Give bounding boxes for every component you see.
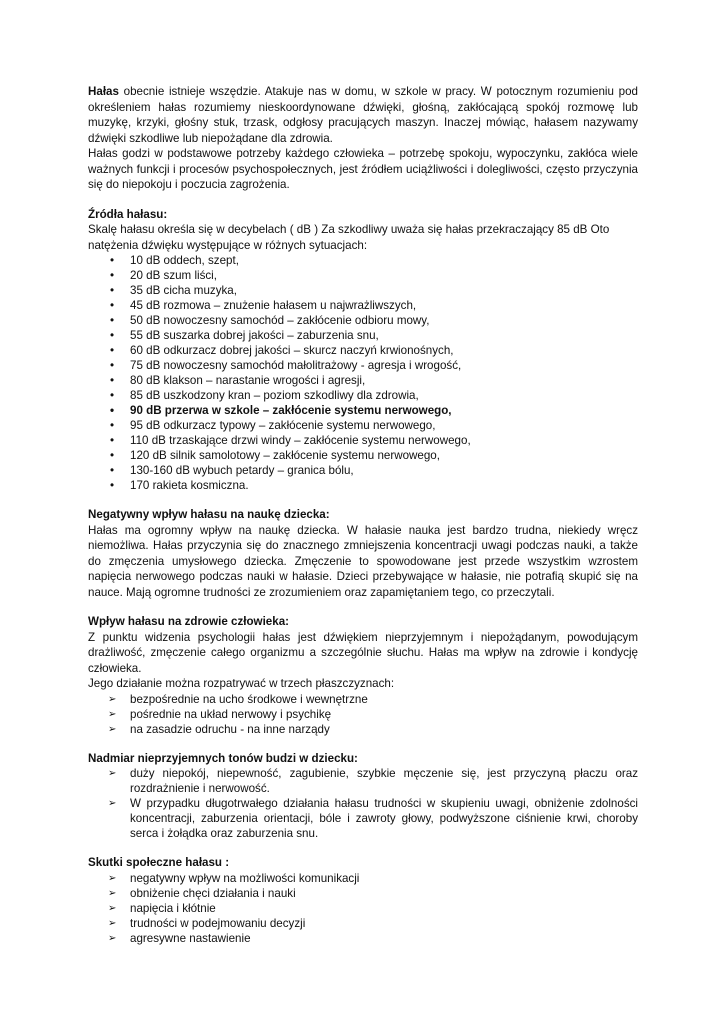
intro-paragraph-2: Hałas godzi w podstawowe potrzeby każdego człowieka – potrzebę spokoju, wypoczynku, zakłóca wiele ważnych funkcji i procesów psychospołecznych, jest źródłem uciążliwości i dolegliwości, często przyczynia się do niepokoju i poczucia zagrożenia. [88, 147, 638, 191]
list-item: • 55 dB suszarka dobrej jakości – zaburzenia snu, [88, 328, 638, 343]
list-item-highlighted: • 90 dB przerwa w szkole – zakłócenie systemu nerwowego, [88, 403, 638, 418]
sources-list [88, 253, 638, 493]
intro-paragraph-1 [88, 84, 638, 146]
list-item: • 50 dB nowoczesny samochód – zakłócenie odbioru mowy, [88, 313, 638, 328]
list-item: ➢ duży niepokój, niepewność, zagubienie, szybkie męczenie się, jest przyczyną płaczu oraz rozdrażnienie i nerwowość. [108, 767, 638, 795]
tones-heading: Nadmiar nieprzyjemnych tonów budzi w dziecku: [88, 751, 358, 765]
list-item: ➢ bezpośrednie na ucho środkowe i wewnętrzne [108, 692, 368, 706]
arrowhead-right-icon: ➢ [108, 887, 117, 899]
list-item: • 130-160 dB wybuch petardy – granica bólu, [88, 463, 638, 478]
intro-lead-word: Hałas [88, 85, 119, 98]
health-heading: Wpływ hałasu na zdrowie człowieka: [88, 615, 290, 628]
list-item: ➢ agresywne nastawienie [108, 931, 251, 945]
health-list [88, 692, 638, 737]
document-page [88, 84, 638, 946]
list-item: • 45 dB rozmowa – znużenie hałasem u najwrażliwszych, [88, 298, 638, 313]
list-item: • 35 dB cicha muzyka, [88, 283, 638, 298]
arrowhead-right-icon: ➢ [108, 768, 117, 779]
arrowhead-right-icon: ➢ [108, 902, 117, 914]
list-item: • 80 dB klakson – narastanie wrogości i agresji, [88, 373, 638, 388]
list-item: • 85 dB uszkodzony kran – poziom szkodliwy dla zdrowia, [88, 388, 638, 403]
list-item: • 60 dB odkurzacz dobrej jakości – skurcz naczyń krwionośnych, [88, 343, 638, 358]
arrowhead-right-icon: ➢ [108, 723, 117, 735]
arrowhead-right-icon: ➢ [108, 872, 117, 884]
list-item: • 20 dB szum liści, [88, 268, 638, 283]
list-item: • 170 rakieta kosmiczna. [88, 478, 638, 493]
tones-list [88, 766, 638, 841]
arrowhead-right-icon: ➢ [108, 932, 117, 944]
list-item: • 75 dB nowoczesny samochód małolitrażowy - agresja i wrogość, [88, 358, 638, 373]
list-item: ➢ obniżenie chęci działania i nauki [108, 886, 296, 900]
arrowhead-right-icon: ➢ [108, 798, 117, 809]
arrowhead-right-icon: ➢ [108, 917, 117, 929]
intro-paragraph-1-text: obecnie istnieje wszędzie. Atakuje nas w domu, w szkole w pracy. W potocznym rozumieniu pod określeniem hałas rozumiemy nieskoordynowane dźwięki, głośną, zakłócającą spokój rozmowę lub muzykę, krzyki, głośny stuk, trzask, odgłosy pracujących maszyn. Inaczej mówiąc, hałasem nazywamy dźwięki szkodliwe lub niepożądane dla zdrowia. [88, 85, 638, 145]
health-text-1: Z punktu widzenia psychologii hałas jest dźwiękiem nieprzyjemnym i niepożądanym, powodującym drażliwość, zmęczenie całego organizmu a szczególnie słuchu. Hałas ma wpływ na zdrowie i kondycję człowieka. [88, 630, 638, 675]
list-item: • 120 dB silnik samolotowy – zakłócenie systemu nerwowego, [88, 448, 638, 463]
learning-heading: Negatywny wpływ hałasu na naukę dziecka: [88, 508, 330, 521]
learning-text: Hałas ma ogromny wpływ na naukę dziecka. W hałasie nauka jest bardzo trudna, niekiedy wręcz niemożliwa. Hałas przyczynia się do znacznego zmniejszenia koncentracji uwagi podczas nauki, a także do zmęczenia umysłowego dziecka. Zmęczenie to spowodowane jest przede wszystkim wzrostem napięcia nerwowego podczas nauki w hałasie. Dzieci przebywające w hałasie, nie potrafią skupić się na nauce. Mają ogromne trudności ze zrozumieniem oraz zapamiętaniem tego, co przeczytali. [88, 523, 638, 599]
social-heading: Skutki społeczne hałasu : [88, 856, 230, 869]
sources-text: Skalę hałasu określa się w decybelach ( dB ) Za szkodliwy uważa się hałas przekraczający 85 dB Oto natężenia dźwięku występujące w różnych sytuacjach: [88, 223, 610, 252]
health-text-2: Jego działanie można rozpatrywać w trzech płaszczyznach: [88, 677, 395, 690]
list-item: ➢ W przypadku długotrwałego działania hałasu trudności w skupieniu uwagi, obniżenie zdolności koncentracji, zaburzenia orientacji, bóle i zawroty głowy, podwyższone ciśnienie krwi, choroby serca i żołądka oraz zaburzenia snu. [108, 797, 638, 840]
list-item: ➢ pośrednie na układ nerwowy i psychikę [108, 707, 332, 721]
list-item: • 110 dB trzaskające drzwi windy – zakłócenie systemu nerwowego, [88, 433, 638, 448]
list-item: ➢ negatywny wpływ na możliwości komunikacji [108, 871, 360, 885]
arrowhead-right-icon: ➢ [108, 708, 117, 720]
list-item: ➢ na zasadzie odruchu - na inne narządy [108, 722, 330, 736]
social-list [88, 871, 638, 946]
list-item: ➢ napięcia i kłótnie [108, 901, 216, 915]
list-item: • 10 dB oddech, szept, [88, 253, 638, 268]
sources-heading: Źródła hałasu: [88, 207, 168, 221]
list-item: ➢ trudności w podejmowaniu decyzji [108, 916, 306, 930]
arrowhead-right-icon: ➢ [108, 693, 117, 705]
list-item: • 95 dB odkurzacz typowy – zakłócenie systemu nerwowego, [88, 418, 638, 433]
